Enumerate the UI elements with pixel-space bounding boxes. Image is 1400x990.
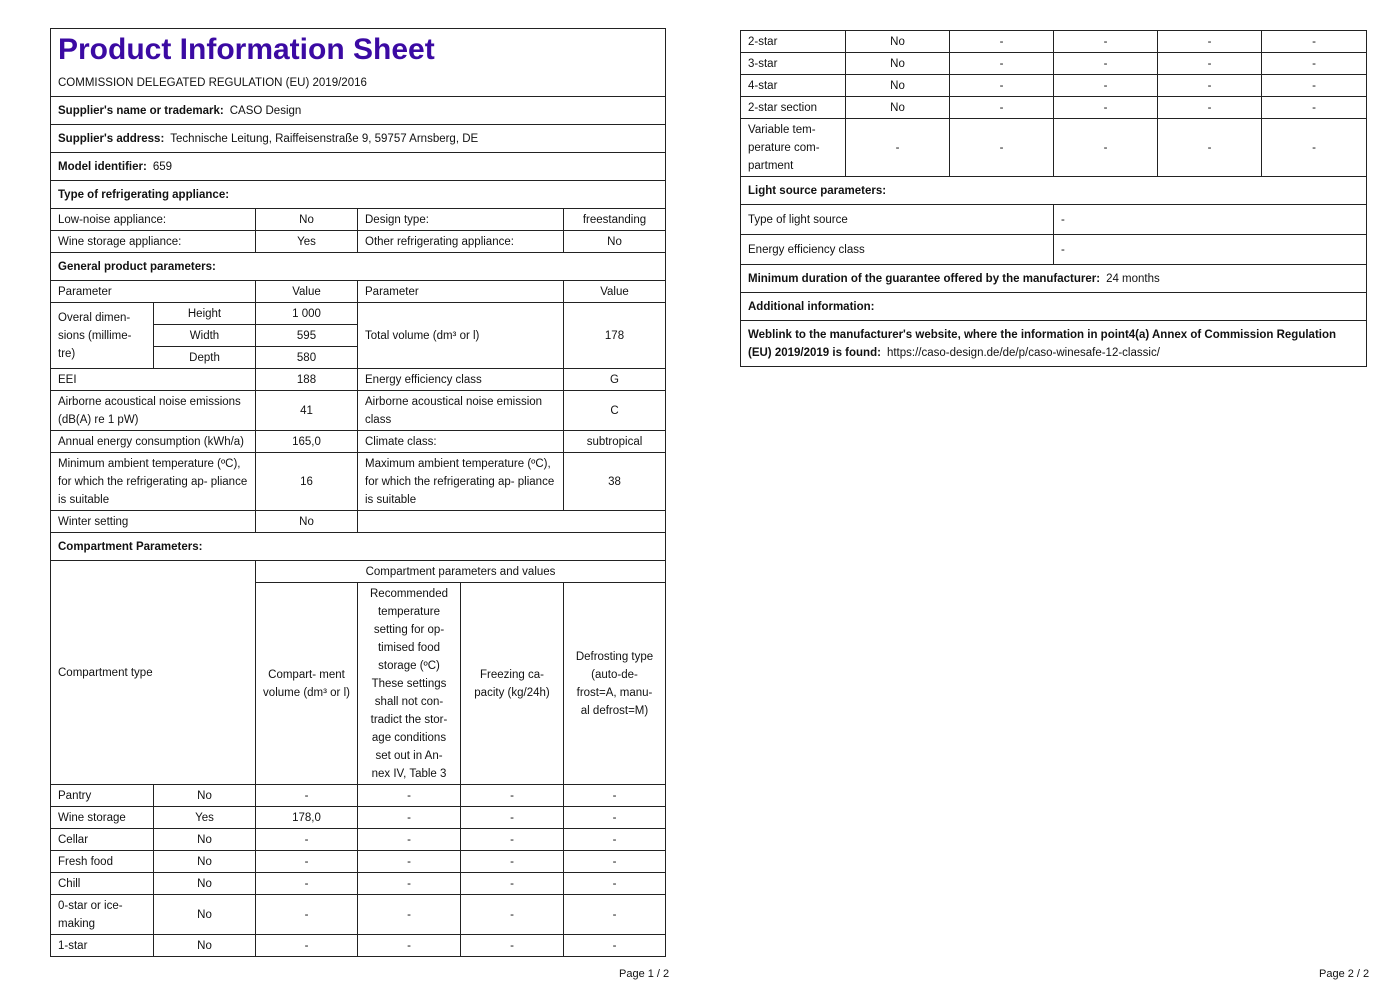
compartment-present: No: [154, 785, 256, 807]
noise-label: Airborne acoustical noise emissions (dB(A) re 1 pW): [51, 391, 256, 431]
compartment-defrost: -: [564, 873, 666, 895]
compartment-present: No: [846, 31, 950, 53]
light-type-value: -: [1054, 205, 1367, 235]
weblink-value[interactable]: https://caso-design.de/de/p/caso-winesafe-12-classic/: [886, 346, 1160, 359]
guarantee-row: [741, 265, 1367, 293]
compartment-temperature: -: [1054, 31, 1158, 53]
compartment-freezing: -: [461, 807, 564, 829]
page-number-2: Page 2 / 2: [1319, 968, 1370, 980]
width-value: 595: [256, 325, 358, 347]
compartment-freezing: -: [461, 895, 564, 935]
col-value-left: Value: [256, 281, 358, 303]
compartment-name: Pantry: [51, 785, 154, 807]
model-identifier-row: [51, 153, 666, 181]
type-section-heading: Type of refrigerating appliance:: [51, 181, 666, 209]
noise-value: 41: [256, 391, 358, 431]
compartment-volume: -: [256, 935, 358, 957]
dimensions-label: Overal dimen- sions (millime- tre): [51, 303, 154, 369]
compartment-freezing: -: [1158, 119, 1262, 177]
compartment-temperature: -: [358, 935, 461, 957]
temperature-header: Recommended temperature setting for op- timised food storage (ºC) These settings shall not con- tradict the stor- age conditions set out in An- nex IV, Table 3: [358, 583, 461, 785]
compartment-temperature: -: [1054, 75, 1158, 97]
weblink-row: [741, 321, 1367, 367]
page-2-sheet: [740, 30, 1367, 367]
compartment-name: Fresh food: [51, 851, 154, 873]
compartment-volume: 178,0: [256, 807, 358, 829]
compartment-present: No: [846, 75, 950, 97]
compartment-volume: -: [256, 873, 358, 895]
col-value-right: Value: [564, 281, 666, 303]
compartment-volume: -: [256, 895, 358, 935]
annual-consumption-label: Annual energy consumption (kWh/a): [51, 431, 256, 453]
compartment-name: 1-star: [51, 935, 154, 957]
page-title: Product Information Sheet: [58, 32, 435, 66]
eei-value: 188: [256, 369, 358, 391]
height-value: 1 000: [256, 303, 358, 325]
compartment-temperature: -: [1054, 53, 1158, 75]
compartment-defrost: -: [564, 935, 666, 957]
page-1-sheet: [50, 28, 666, 957]
winter-empty-cell: [358, 511, 666, 533]
model-identifier-label: Model identifier:: [58, 160, 147, 173]
compartment-present: No: [154, 829, 256, 851]
supplier-address-value: Technische Leitung, Raiffeisenstraße 9, 59757 Arnsberg, DE: [170, 132, 479, 145]
col-parameter-left: Parameter: [51, 281, 256, 303]
compartment-temperature: -: [358, 785, 461, 807]
climate-class-value: subtropical: [564, 431, 666, 453]
low-noise-value: No: [256, 209, 358, 231]
wine-storage-label: Wine storage appliance:: [51, 231, 256, 253]
compartment-row: [51, 785, 666, 807]
compartment-freezing: -: [461, 935, 564, 957]
compartment-temperature: -: [358, 873, 461, 895]
defrost-header: Defrosting type (auto-de- frost=A, manu- al defrost=M): [564, 583, 666, 785]
total-volume-value: 178: [564, 303, 666, 369]
compartment-name: 2-star: [741, 31, 846, 53]
compartment-row: [741, 97, 1367, 119]
min-temp-label: Minimum ambient temperature (ºC), for which the refrigerating ap- pliance is suitable: [51, 453, 256, 511]
compartment-name: Cellar: [51, 829, 154, 851]
compartment-section-heading: Compartment Parameters:: [51, 533, 666, 561]
light-type-label: Type of light source: [741, 205, 1054, 235]
compartment-name: 0-star or ice- making: [51, 895, 154, 935]
compartment-present: No: [846, 97, 950, 119]
compartment-name: Wine storage: [51, 807, 154, 829]
supplier-name-value: CASO Design: [229, 104, 302, 117]
compartment-row: [741, 75, 1367, 97]
compartment-present: No: [154, 895, 256, 935]
compartment-volume: -: [950, 119, 1054, 177]
max-temp-label: Maximum ambient temperature (ºC), for which the refrigerating ap- pliance is suitable: [358, 453, 564, 511]
compartment-row: [741, 119, 1367, 177]
compartment-freezing: -: [461, 851, 564, 873]
compartment-freezing: -: [1158, 31, 1262, 53]
supplier-address-row: [51, 125, 666, 153]
guarantee-value: 24 months: [1106, 272, 1160, 285]
eei-label: EEI: [51, 369, 256, 391]
other-appliance-value: No: [564, 231, 666, 253]
volume-header: Compart- ment volume (dm³ or l): [256, 583, 358, 785]
supplier-name-row: [51, 97, 666, 125]
compartment-volume: -: [950, 75, 1054, 97]
compartment-row: [741, 31, 1367, 53]
compartment-present: No: [154, 851, 256, 873]
compartment-defrost: -: [564, 851, 666, 873]
col-parameter-right: Parameter: [358, 281, 564, 303]
page-number-1: Page 1 / 2: [619, 968, 670, 980]
annual-consumption-value: 165,0: [256, 431, 358, 453]
weblink-label: Weblink to the manufacturer's website, where the information in point4(a) Annex of Commission Regulation (EU) 2019/2019 is found:: [748, 328, 1337, 359]
model-identifier-value: 659: [152, 160, 172, 173]
header-cell: [51, 29, 666, 97]
other-appliance-label: Other refrigerating appliance:: [358, 231, 564, 253]
compartment-temperature: -: [358, 895, 461, 935]
climate-class-label: Climate class:: [358, 431, 564, 453]
compartment-rows-page-1: [51, 785, 666, 957]
energy-class-value: G: [564, 369, 666, 391]
compartment-defrost: -: [1262, 31, 1367, 53]
compartment-temperature: -: [1054, 97, 1158, 119]
light-energy-class-label: Energy efficiency class: [741, 235, 1054, 265]
light-energy-class-value: -: [1054, 235, 1367, 265]
compartment-present: No: [154, 873, 256, 895]
general-section-heading: General product parameters:: [51, 253, 666, 281]
wine-storage-value: Yes: [256, 231, 358, 253]
compartment-volume: -: [950, 31, 1054, 53]
compartment-freezing: -: [461, 873, 564, 895]
compartment-row: [51, 829, 666, 851]
compartment-volume: -: [256, 851, 358, 873]
min-temp-value: 16: [256, 453, 358, 511]
guarantee-label: Minimum duration of the guarantee offered by the manufacturer:: [748, 272, 1101, 285]
compartment-type-header: Compartment type: [51, 561, 256, 785]
compartment-present: No: [154, 935, 256, 957]
height-label: Height: [154, 303, 256, 325]
compartment-row: [51, 935, 666, 957]
compartment-name: Variable tem- perature com- partment: [741, 119, 846, 177]
compartment-freezing: -: [461, 785, 564, 807]
width-label: Width: [154, 325, 256, 347]
compartment-row: [51, 895, 666, 935]
compartment-row: [741, 53, 1367, 75]
noise-class-label: Airborne acoustical noise emission class: [358, 391, 564, 431]
compartment-present: -: [846, 119, 950, 177]
compartment-group-header: Compartment parameters and values: [256, 561, 666, 583]
compartment-name: Chill: [51, 873, 154, 895]
compartment-defrost: -: [564, 807, 666, 829]
compartment-volume: -: [256, 829, 358, 851]
regulation-reference: COMMISSION DELEGATED REGULATION (EU) 2019/2016: [58, 76, 367, 89]
compartment-present: Yes: [154, 807, 256, 829]
compartment-defrost: -: [564, 829, 666, 851]
compartment-name: 4-star: [741, 75, 846, 97]
compartment-row: [51, 807, 666, 829]
freezing-header: Freezing ca- pacity (kg/24h): [461, 583, 564, 785]
low-noise-label: Low-noise appliance:: [51, 209, 256, 231]
compartment-defrost: -: [1262, 119, 1367, 177]
total-volume-label: Total volume (dm³ or l): [358, 303, 564, 369]
max-temp-value: 38: [564, 453, 666, 511]
compartment-defrost: -: [564, 785, 666, 807]
compartment-defrost: -: [1262, 53, 1367, 75]
compartment-volume: -: [950, 53, 1054, 75]
energy-class-label: Energy efficiency class: [358, 369, 564, 391]
additional-info-heading: Additional information:: [741, 293, 1367, 321]
compartment-temperature: -: [358, 851, 461, 873]
compartment-defrost: -: [1262, 75, 1367, 97]
compartment-defrost: -: [1262, 97, 1367, 119]
compartment-volume: -: [950, 97, 1054, 119]
compartment-rows-page-2: [741, 31, 1367, 177]
supplier-name-label: Supplier's name or trademark:: [58, 104, 224, 117]
compartment-name: 3-star: [741, 53, 846, 75]
compartment-temperature: -: [358, 807, 461, 829]
depth-label: Depth: [154, 347, 256, 369]
compartment-freezing: -: [461, 829, 564, 851]
noise-class-value: C: [564, 391, 666, 431]
design-type-label: Design type:: [358, 209, 564, 231]
compartment-volume: -: [256, 785, 358, 807]
compartment-freezing: -: [1158, 75, 1262, 97]
winter-setting-value: No: [256, 511, 358, 533]
winter-setting-label: Winter setting: [51, 511, 256, 533]
light-section-heading: Light source parameters:: [741, 177, 1367, 205]
compartment-row: [51, 851, 666, 873]
compartment-defrost: -: [564, 895, 666, 935]
compartment-freezing: -: [1158, 53, 1262, 75]
compartment-name: 2-star section: [741, 97, 846, 119]
compartment-temperature: -: [358, 829, 461, 851]
compartment-present: No: [846, 53, 950, 75]
compartment-temperature: -: [1054, 119, 1158, 177]
compartment-freezing: -: [1158, 97, 1262, 119]
compartment-row: [51, 873, 666, 895]
design-type-value: freestanding: [564, 209, 666, 231]
depth-value: 580: [256, 347, 358, 369]
supplier-address-label: Supplier's address:: [58, 132, 165, 145]
